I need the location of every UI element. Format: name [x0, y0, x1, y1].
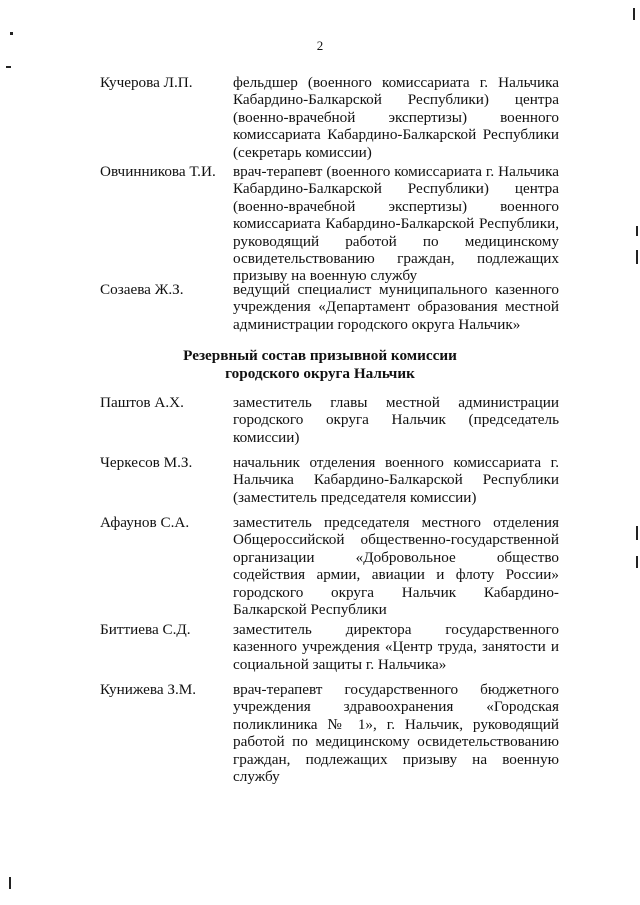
scan-mark — [636, 226, 638, 236]
member-position: врач-терапевт государственного бюджетного учреждения здравоохранения «Городская поликлиника № 1», г. Нальчик, руководящий работой по медицинскому освидетельствованию граждан, подлежащих призыву на военную службу — [233, 681, 559, 786]
scan-mark — [636, 250, 638, 264]
member-position: фельдшер (военного комиссариата г. Нальчика Кабардино-Балкарской Республики) центра (военно-врачебной экспертизы) военного комиссариата Кабардино-Балкарской Республики (секретарь комиссии) — [233, 74, 559, 161]
member-name: Созаева Ж.З. — [100, 281, 184, 298]
section-heading: Резервный состав призывной комиссии городского округа Нальчик — [183, 347, 457, 382]
member-position: заместитель главы местной администрации городского округа Нальчик (председатель комиссии) — [233, 394, 559, 446]
member-entry — [100, 281, 560, 333]
reserve-member-entry — [100, 394, 560, 446]
member-name: Кунижева З.М. — [100, 681, 197, 698]
member-name: Паштов А.Х. — [100, 394, 184, 411]
member-name: Овчинникова Т.И. — [100, 163, 216, 180]
reserve-member-entry — [100, 514, 560, 618]
scan-mark — [636, 526, 638, 540]
member-name: Черкесов М.З. — [100, 454, 193, 471]
reserve-member-entry — [100, 621, 560, 673]
scan-mark — [6, 66, 11, 68]
member-position: начальник отделения военного комиссариата г. Нальчика Кабардино-Балкарской Республики (заместитель председателя комиссии) — [233, 454, 559, 506]
member-entry — [100, 163, 560, 285]
member-name: Кучерова Л.П. — [100, 74, 193, 91]
member-position: врач-терапевт (военного комиссариата г. Нальчика Кабардино-Балкарской Республики) центра (военно-врачебной экспертизы) военного комиссариата Кабардино-Балкарской Республики, руководящий работой по медицинскому освидетельствованию граждан, подлежащих призыву на военную службу — [233, 163, 559, 285]
member-position: ведущий специалист муниципального казенного учреждения «Департамент образования местной администрации городского округа Нальчик» — [233, 281, 559, 333]
scan-mark — [636, 556, 638, 568]
member-name: Афаунов С.А. — [100, 514, 190, 531]
reserve-member-entry — [100, 454, 560, 506]
member-entry — [100, 74, 560, 161]
scan-mark — [633, 8, 635, 20]
member-position: заместитель директора государственного казенного учреждения «Центр труда, занятости и социальной защиты г. Нальчика» — [233, 621, 559, 673]
reserve-member-entry — [100, 681, 560, 785]
member-name: Биттиева С.Д. — [100, 621, 191, 638]
page-number: 2 — [316, 38, 324, 53]
scan-mark — [9, 877, 11, 889]
member-position: заместитель председателя местного отделения Общероссийской общественно-государственной организации «Добровольное общество содействия армии, авиации и флоту России» городского округа Нальчик Кабардино-Балкарской Республики — [233, 514, 559, 619]
scan-mark — [10, 32, 13, 35]
